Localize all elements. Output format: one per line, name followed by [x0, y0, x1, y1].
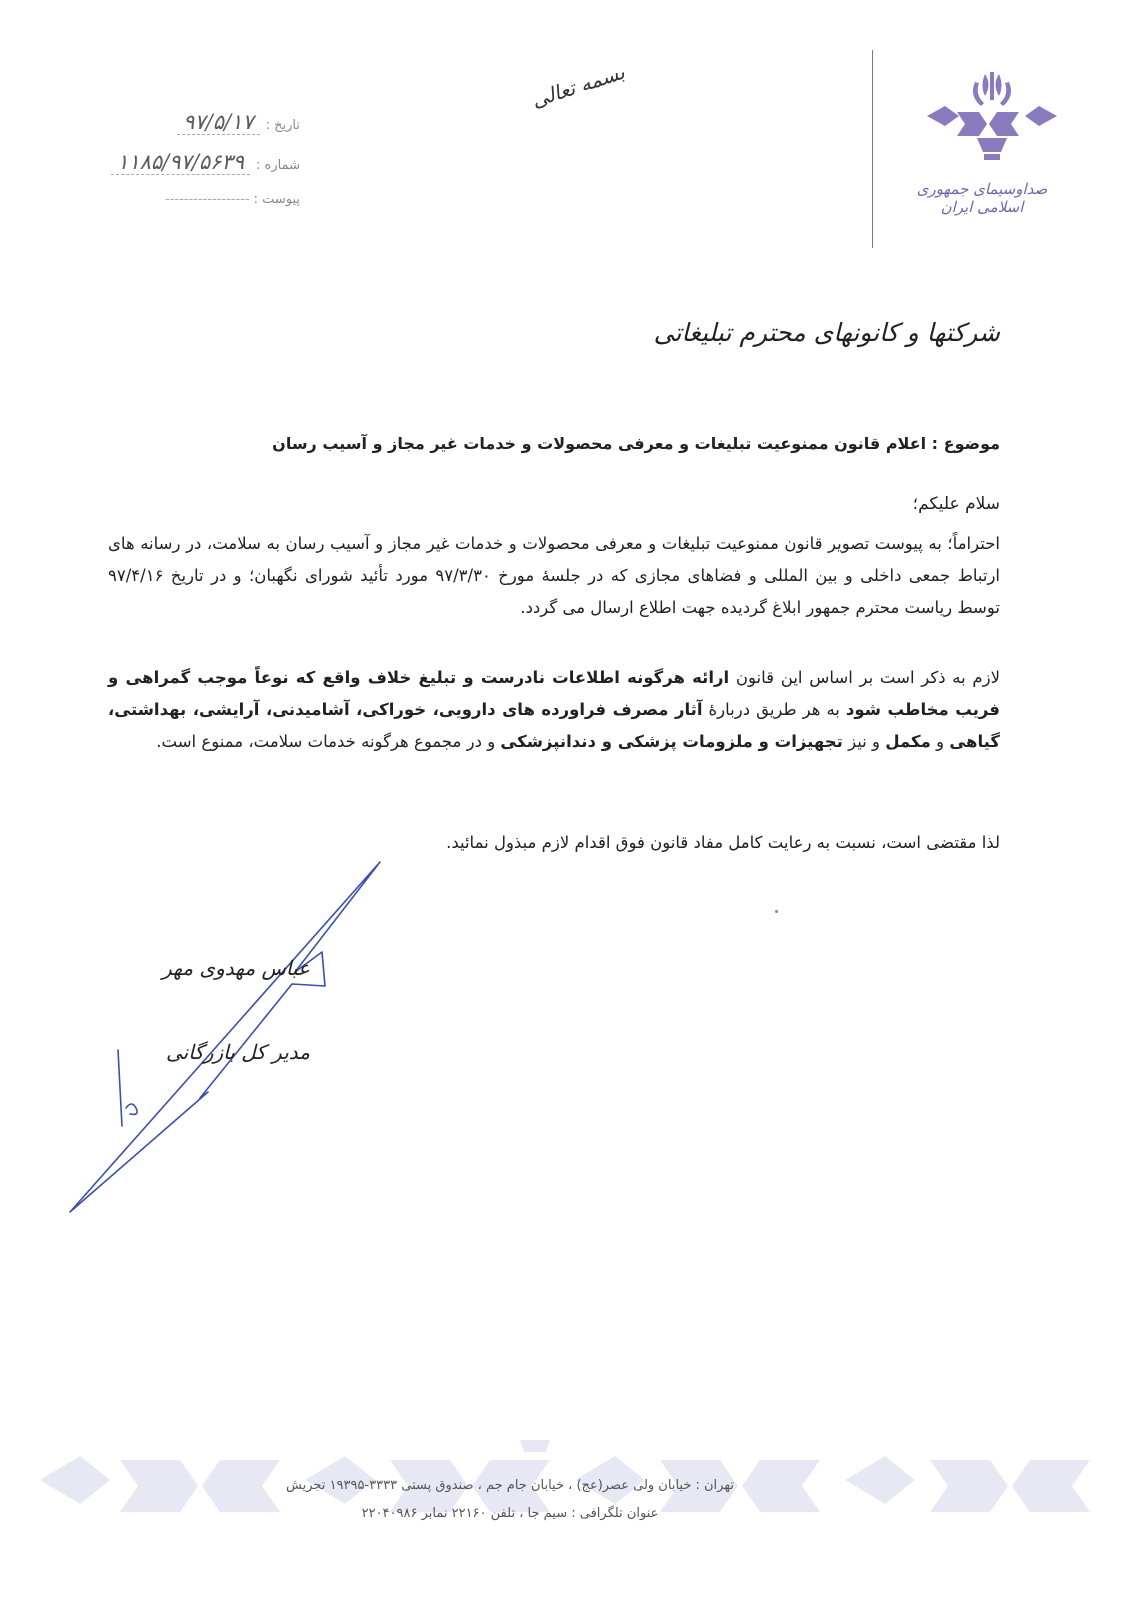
- p2-bold: آثار مصرف فراورده های دارویی، خوراکی، آشامیدنی، آرایشی، بهداشتی، گیاهی: [108, 700, 1000, 751]
- attachment-label: پیوست :: [253, 192, 300, 207]
- attachment-value: ------------------: [165, 192, 250, 207]
- recipient: شرکتها و کانونهای محترم تبلیغاتی: [653, 318, 1000, 347]
- signer-title: مدیر کل بازرگانی: [165, 1040, 310, 1064]
- date-value: ۹۷/۵/۱۷: [177, 110, 260, 135]
- number-label: شماره :: [256, 158, 300, 173]
- subject-line: موضوع : اعلام قانون ممنوعیت تبلیغات و معرفی محصولات و خدمات غیر مجاز و آسیب رسان: [272, 434, 1000, 453]
- number-value: ۱۱۸۵/۹۷/۵۶۳۹: [111, 150, 250, 175]
- date-label: تاریخ :: [265, 118, 300, 133]
- p2-text: لازم به ذکر است بر اساس این قانون: [729, 668, 1000, 687]
- bismillah: بسمه تعالی: [528, 59, 628, 113]
- p2-text: و: [930, 732, 950, 751]
- paragraph-law: [108, 662, 1000, 758]
- signer-name: عباس مهدوی مهر: [162, 956, 310, 980]
- p2-text: و در مجموع هرگونه خدمات سلامت، ممنوع است.: [156, 732, 501, 751]
- p2-text: به هر طریق دربارهٔ: [702, 700, 846, 719]
- paragraph-intro: احتراماً؛ به پیوست تصویر قانون ممنوعیت تبلیغات و معرفی محصولات و خدمات غیر مجاز و آسیب رسان به سلامت، در رسانه های ارتباط جمعی داخلی و بین المللی و فضاهای مجازی که در جلسهٔ مورخ ۹۷/۳/۳۰ مورد تأئید شورای نگهبان؛ و در تاریخ ۹۷/۴/۱۶ توسط ریاست محترم جمهور ابلاغ گردیده جهت اطلاع ارسال می گردد.: [108, 534, 1000, 617]
- date-field: [50, 110, 300, 134]
- irib-logo: [917, 68, 1067, 172]
- p2-bold: تجهیزات و ملزومات پزشکی و دندانپزشکی: [500, 732, 843, 751]
- footer-address: تهران : خیابان ولی عصر(عج) ، خیابان جام جم ، صندوق پستی ۳۳۳۳-۱۹۳۹۵ تجریش: [286, 1478, 734, 1493]
- greeting: سلام علیکم؛: [912, 494, 1000, 514]
- header-divider: [872, 50, 873, 248]
- attachment-field: [50, 192, 300, 216]
- stray-mark: [775, 910, 778, 913]
- p2-bold: ارائه هرگونه اطلاعات نادرست و تبلیغ خلاف واقع که نوعاً موجب گمراهی و فریب مخاطب شود: [108, 668, 1000, 719]
- p2-bold: مکمل: [885, 732, 931, 751]
- organization-name: صداوسیمای جمهوری اسلامی ایران: [916, 180, 1048, 216]
- footer-contact: عنوان تلگرافی : سیم جا ، تلفن ۲۲۱۶۰ نمابر ۲۲۰۴۰۹۸۶: [361, 1506, 659, 1521]
- p2-text: و نیز: [842, 732, 886, 751]
- number-field: [50, 150, 300, 174]
- paragraph-closing: لذا مقتضی است، نسبت به رعایت کامل مفاد قانون فوق اقدام لازم مبذول نمائید.: [446, 833, 1000, 852]
